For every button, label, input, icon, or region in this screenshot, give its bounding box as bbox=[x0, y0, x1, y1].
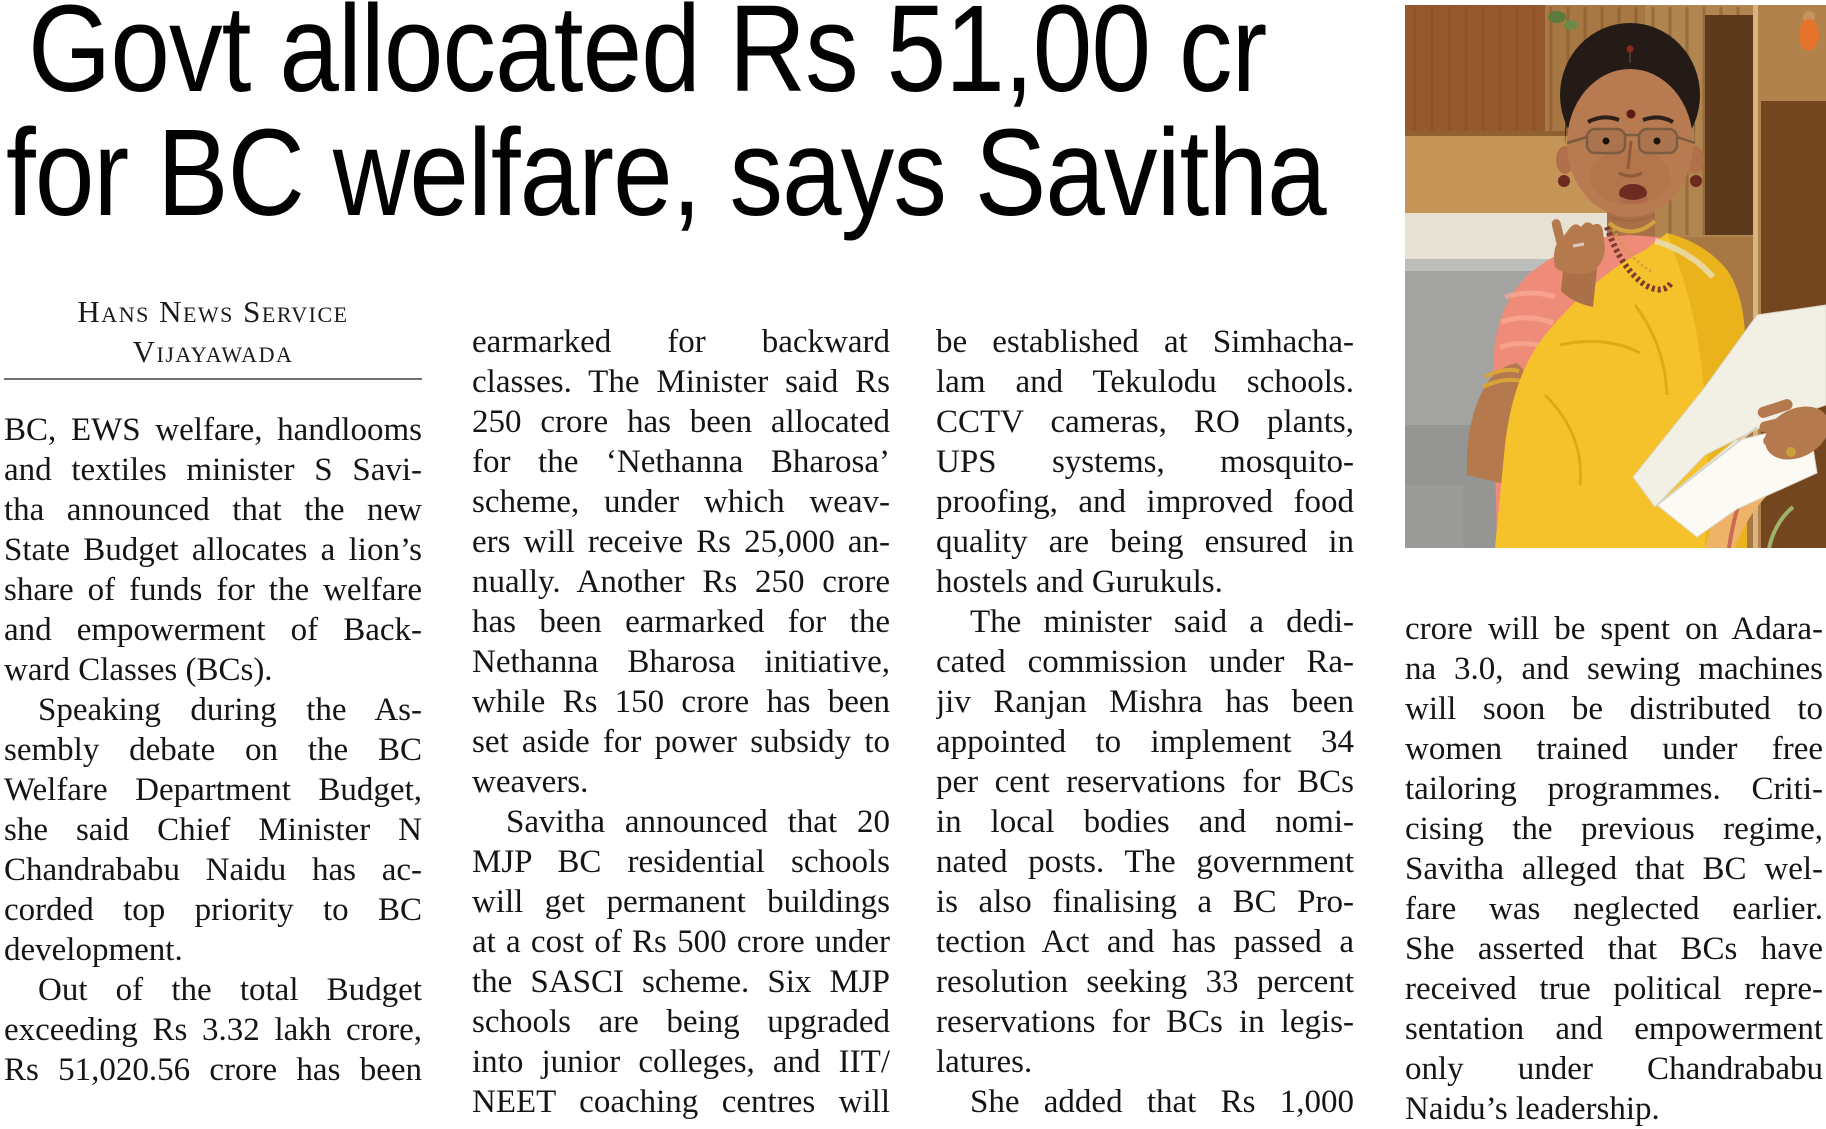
article-line: appointed to implement 34 bbox=[936, 724, 1354, 760]
article-line: only under Chandrababu bbox=[1405, 1051, 1823, 1087]
article-line: development. bbox=[4, 932, 183, 968]
article-line: crore will be spent on Adara- bbox=[1405, 611, 1823, 647]
article-line: tailoring programmes. Criti- bbox=[1405, 771, 1823, 807]
article-line: she said Chief Minister N bbox=[4, 812, 422, 848]
column-1 bbox=[4, 292, 422, 1090]
column-2-text bbox=[472, 322, 890, 1122]
article-line: schools are being upgraded bbox=[472, 1004, 890, 1040]
article-line: classes. The Minister said Rs bbox=[472, 364, 890, 400]
article-line: scheme, under which weav- bbox=[472, 484, 890, 520]
article-line: has been earmarked for the bbox=[472, 604, 890, 640]
headline-line-2: for BC welfare, says Savitha bbox=[6, 105, 1326, 242]
article-line: BC, EWS welfare, handlooms bbox=[4, 412, 422, 448]
article-line: 250 crore has been allocated bbox=[472, 404, 890, 440]
article-line: weavers. bbox=[472, 764, 589, 800]
article-line: fare was neglected earlier. bbox=[1405, 891, 1823, 927]
article-line: She asserted that BCs have bbox=[1405, 931, 1823, 967]
article-line: CCTV cameras, RO plants, bbox=[936, 404, 1354, 440]
photo-illustration bbox=[1405, 5, 1826, 548]
article-line: for the ‘Nethanna Bharosa’ bbox=[472, 444, 890, 480]
byline-agency: Hans News Service bbox=[77, 294, 349, 329]
article-line: sentation and empowerment bbox=[1405, 1011, 1823, 1047]
column-4 bbox=[1405, 579, 1823, 1129]
article-line: and textiles minister S Savi- bbox=[4, 452, 422, 488]
article-line: Nethanna Bharosa initiative, bbox=[472, 644, 890, 680]
article-line: hostels and Gurukuls. bbox=[936, 564, 1223, 600]
article-line: and empowerment of Back- bbox=[4, 612, 422, 648]
byline bbox=[4, 292, 422, 372]
article-line: State Budget allocates a lion’s bbox=[4, 532, 422, 568]
article-line: Chandrababu Naidu has ac- bbox=[4, 852, 422, 888]
article-line: in local bodies and nomi- bbox=[936, 804, 1354, 840]
article-line: nually. Another Rs 250 crore bbox=[472, 564, 890, 600]
article-line: proofing, and improved food bbox=[936, 484, 1354, 520]
article-line: Out of the total Budget bbox=[38, 972, 422, 1008]
article-line: Savitha alleged that BC wel- bbox=[1405, 851, 1823, 887]
article-line: latures. bbox=[936, 1044, 1033, 1080]
column-4-text bbox=[1405, 609, 1823, 1129]
partition-front bbox=[1405, 485, 1463, 548]
article-line: at a cost of Rs 500 crore under bbox=[472, 924, 890, 960]
column-2 bbox=[472, 292, 890, 1122]
article-line: UPS systems, mosquito- bbox=[936, 444, 1354, 480]
article-line: ers will receive Rs 25,000 an- bbox=[472, 524, 890, 560]
article-line: Savitha announced that 20 bbox=[506, 804, 890, 840]
article-line: share of funds for the welfare bbox=[4, 572, 422, 608]
article-line: while Rs 150 crore has been bbox=[472, 684, 890, 720]
article-line: Naidu’s leadership. bbox=[1405, 1091, 1660, 1127]
article-line: the SASCI scheme. Six MJP bbox=[472, 964, 890, 1000]
article-line: cising the previous regime, bbox=[1405, 811, 1823, 847]
article-line: quality are being ensured in bbox=[936, 524, 1354, 560]
article-line: reservations for BCs in legis- bbox=[936, 1004, 1354, 1040]
article-line: will soon be distributed to bbox=[1405, 691, 1823, 727]
article-line: exceeding Rs 3.32 lakh crore, bbox=[4, 1012, 422, 1048]
article-line: tha announced that the new bbox=[4, 492, 422, 528]
article-line: corded top priority to BC bbox=[4, 892, 422, 928]
article-line: The minister said a dedi- bbox=[970, 604, 1354, 640]
article-line: NEET coaching centres will bbox=[472, 1084, 890, 1120]
article-line: set aside for power subsidy to bbox=[472, 724, 890, 760]
column-1-text bbox=[4, 410, 422, 1090]
article-line: women trained under free bbox=[1405, 731, 1823, 767]
article-line: earmarked for backward bbox=[472, 324, 890, 360]
article-line: na 3.0, and sewing machines bbox=[1405, 651, 1823, 687]
article-line: jiv Ranjan Mishra has been bbox=[936, 684, 1354, 720]
article-line: lam and Tekulodu schools. bbox=[936, 364, 1354, 400]
column-3-text bbox=[936, 322, 1354, 1122]
article-line: will get permanent buildings bbox=[472, 884, 890, 920]
article-line: cated commission under Ra- bbox=[936, 644, 1354, 680]
article-line: Welfare Department Budget, bbox=[4, 772, 422, 808]
headline-line-1: Govt allocated Rs 51,00 cr bbox=[28, 0, 1267, 118]
article-line: per cent reservations for BCs bbox=[936, 764, 1354, 800]
article-line: tection Act and has passed a bbox=[936, 924, 1354, 960]
article-line: ward Classes (BCs). bbox=[4, 652, 273, 688]
article-line: is also finalising a BC Pro- bbox=[936, 884, 1354, 920]
article-line: resolution seeking 33 percent bbox=[936, 964, 1354, 1000]
article-line: Speaking during the As- bbox=[38, 692, 422, 728]
column-3 bbox=[936, 292, 1354, 1122]
article-line: Rs 51,020.56 crore has been bbox=[4, 1052, 422, 1088]
article-line: nated posts. The government bbox=[936, 844, 1354, 880]
byline-location: Vijayawada bbox=[132, 334, 294, 369]
article-line: MJP BC residential schools bbox=[472, 844, 890, 880]
byline-divider bbox=[4, 378, 422, 380]
article-line: She added that Rs 1,000 bbox=[970, 1084, 1354, 1120]
article-line: received true political repre- bbox=[1405, 971, 1823, 1007]
savitha-assembly-photo bbox=[1405, 5, 1826, 548]
article-line: sembly debate on the BC bbox=[4, 732, 422, 768]
article-line: be established at Simhacha- bbox=[936, 324, 1354, 360]
article-line: into junior colleges, and IIT/ bbox=[472, 1044, 890, 1080]
headline bbox=[0, 0, 1405, 255]
